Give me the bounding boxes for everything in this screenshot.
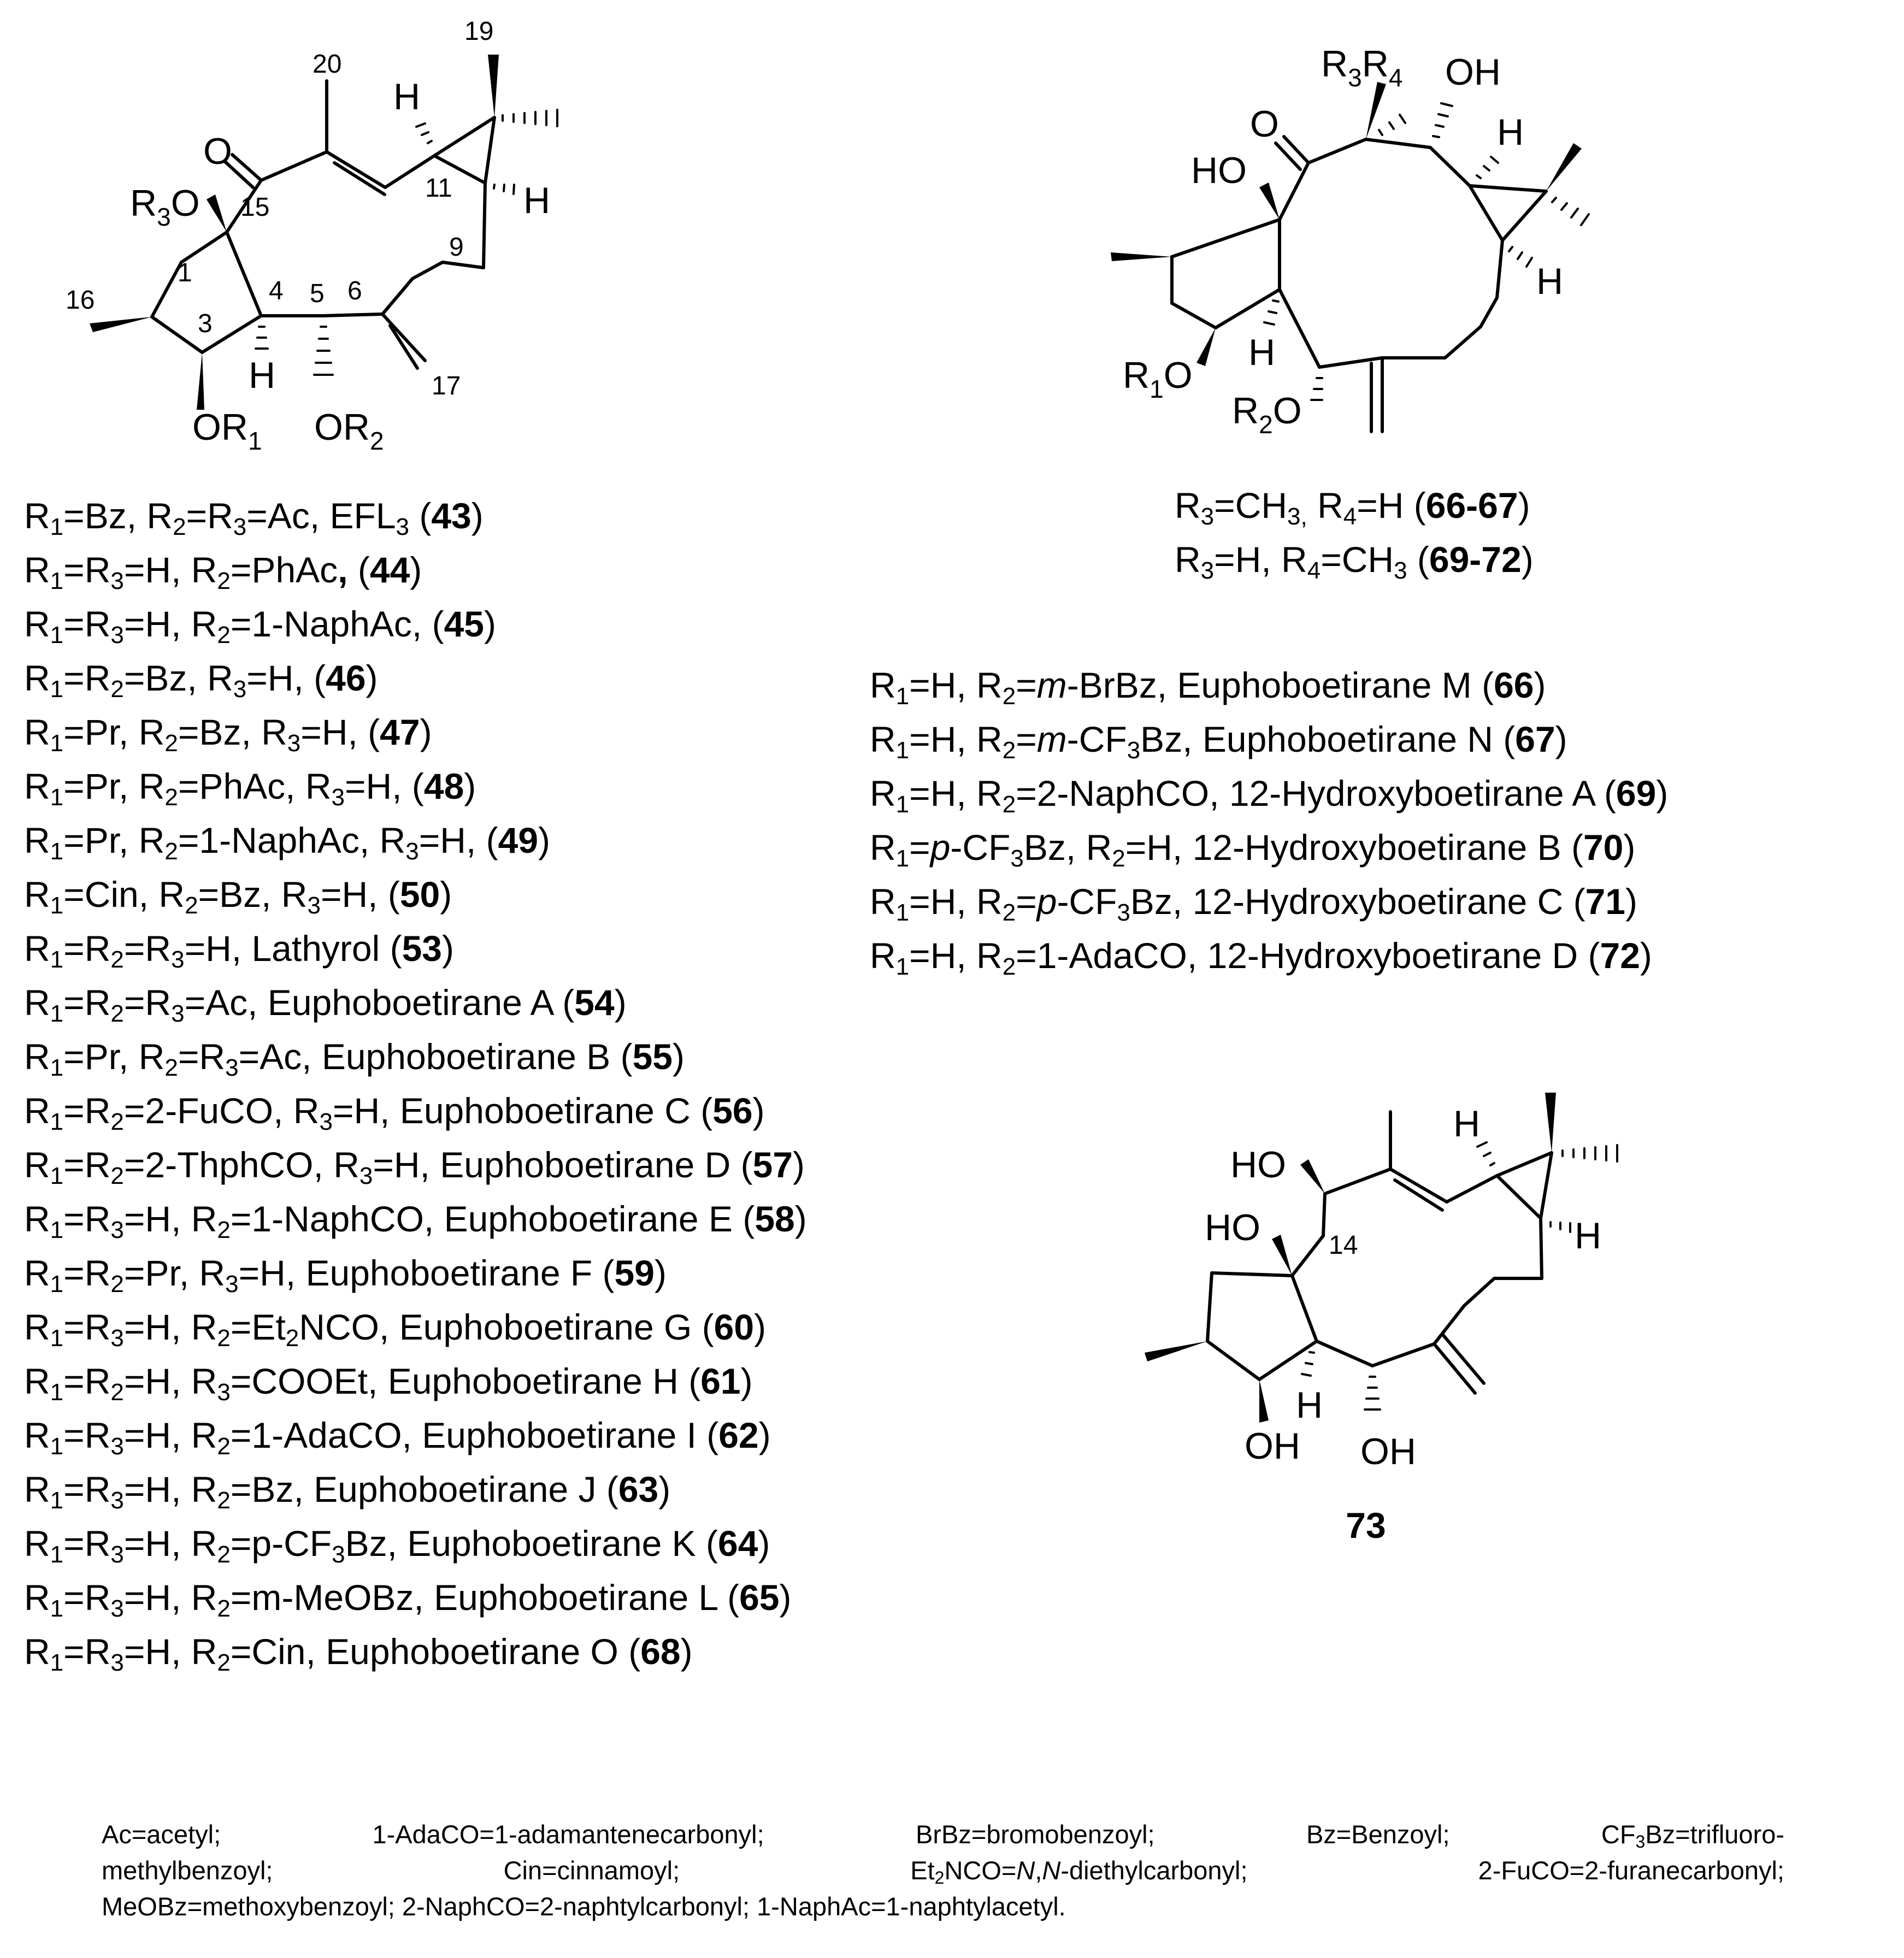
substituent-definition-row: $R_1=R_3=H$, $R_2=1$-NaphCO, Euphoboetirane E (58): [24, 1199, 807, 1243]
substituent-definition-row: $R_1=Bz$, $R_2=R_3=Ac$, $EFL_3$ (43): [24, 496, 484, 540]
substituent-definition-row: $R_1=Pr$, $R_2=Bz$, $R_3=H$, (47): [24, 712, 432, 757]
substituent-definition-row: $R_1=R_2=Pr$, $R_3=H$, Euphoboetirane F (59): [24, 1253, 667, 1298]
h11-label: H: [393, 76, 421, 117]
substituent-definition-row: $R_1=R_2=R_3=Ac$, Euphoboetirane A (54): [24, 982, 627, 1027]
or1-label: $OR_1$: [192, 406, 262, 455]
oh-left-label-73: OH: [1245, 1425, 1300, 1467]
locant-c3: 3: [198, 309, 213, 338]
substituent-definition-row: $R_1=R_3=H$, $R_2=Et_2NCO$, Euphoboetirane G (60): [24, 1307, 767, 1352]
substituent-definition-row: $R_1=R_2=2$-FuCO, $R_3=H$, Euphoboetirane C (56): [24, 1090, 765, 1135]
substituent-definition-row: $R_3=H$, $R_4=CH_3$ (69-72): [1175, 539, 1534, 584]
substituent-definition-row: $R_1=R_2=Bz$, $R_3=H$, (46): [24, 658, 378, 703]
structure-lathyrane-core: [66, 17, 557, 455]
h-right-label-73: H: [1575, 1215, 1602, 1257]
or2-label: $OR_2$: [314, 406, 384, 455]
substituent-definition-row: $R_1=R_2=2$-ThphCO, $R_3=H$, Euphoboetirane D (57): [24, 1145, 805, 1189]
ketone-oxygen-label-right: O: [1250, 103, 1279, 145]
substituent-definition-row: $R_1=R_3=H$, $R_2=p-CF_3Bz$, Euphoboetirane K (64): [24, 1523, 770, 1568]
h9-label: H: [523, 180, 551, 221]
legend-line: Ac=acetyl; 1-AdaCO=1-adamantenecarbonyl; BrBz=bromobenzoyl; Bz=Benzoyl; $CF_3Bz=trifluoro-$: [102, 1820, 1784, 1851]
r3r4-label: $R_3R_4$: [1321, 43, 1403, 92]
right-structure-substituent-header: [1175, 478, 1534, 586]
substituent-definition-row: $R_1=R_3=H$, $R_2=Bz$, Euphoboetirane J (63): [24, 1469, 671, 1514]
oh-top-label: OH: [1445, 51, 1501, 93]
locant-c14-73: 14: [1329, 1231, 1358, 1260]
h-top-label: H: [1497, 111, 1524, 153]
substituent-definition-row: $R_1=R_3=H$, $R_2=PhAc$, (44): [24, 550, 422, 594]
substituent-definition-row: $R_1=R_3=H$, $R_2=1$-AdaCO, Euphoboetirane I (62): [24, 1415, 771, 1460]
substituent-definition-row: $R_1=H$, $R_2=m-CF_3Bz$, Euphoboetirane N (67): [870, 719, 1567, 764]
substituent-definition-row: $R_1=R_3=H$, $R_2=Cin$, Euphoboetirane O (68): [24, 1631, 693, 1676]
substituent-definition-row: $R_1=R_2=R_3=H$, Lathyrol (53): [24, 928, 454, 973]
abbreviation-legend: [102, 1817, 1784, 1925]
substituent-definition-row: $R_1=R_2=H$, $R_3=COOEt$, Euphoboetirane H (61): [24, 1361, 753, 1406]
substituent-definition-row: $R_1=H$, $R_2=p-CF_3Bz$, 12-Hydroxyboetirane C (71): [870, 881, 1637, 926]
h-right-label: H: [1536, 261, 1564, 302]
locant-c19: 19: [464, 17, 494, 46]
compound-number-73: 73: [1346, 1505, 1386, 1546]
locant-c9: 9: [449, 233, 464, 262]
substituent-definition-row: $R_1=R_3=H$, $R_2=1$-NaphAc, (45): [24, 604, 496, 648]
substituent-definition-row: $R_1=H$, $R_2=m$-BrBz, Euphoboetirane M (66): [870, 665, 1546, 710]
substituent-definition-row: $R_1=R_3=H$, $R_2=m$-MeOBz, Euphoboetirane L (65): [24, 1577, 792, 1622]
locant-c20: 20: [313, 50, 342, 79]
locant-c11: 11: [425, 174, 452, 203]
substituent-definition-row: $R_1=Pr$, $R_2=R_3=Ac$, Euphoboetirane B (55): [24, 1036, 685, 1081]
substituent-definition-row: $R_1=H$, $R_2=1$-AdaCO, 12-Hydroxyboetirane D (72): [870, 935, 1652, 980]
substituent-definition-row: $R_1=Cin$, $R_2=Bz$, $R_3=H$, (50): [24, 874, 452, 919]
ho-ring-label-73: HO: [1205, 1207, 1260, 1248]
h-top-label-73: H: [1453, 1103, 1481, 1145]
r1o-label: $R_1O$: [1123, 355, 1193, 403]
r3o-label: $R_3O$: [130, 182, 200, 231]
legend-line: methylbenzoyl; Cin=cinnamoyl; $Et_2NCO=N,N$-diethylcarbonyl; 2-FuCO=2-furanecarbonyl;: [102, 1856, 1784, 1888]
substituent-definition-row: $R_1=p-CF_3Bz$, $R_2=H$, 12-Hydroxyboetirane B (70): [870, 827, 1636, 872]
substituent-definition-row: $R_3=CH_{3,}$ $R_4=H$ (66-67): [1175, 485, 1530, 530]
r2o-label: $R_2O$: [1232, 390, 1302, 439]
right-structure-substituent-list: [870, 658, 1668, 983]
locant-c6: 6: [347, 276, 362, 305]
locant-c5: 5: [310, 279, 325, 308]
substituent-definition-row: $R_1=Pr$, $R_2=PhAc$, $R_3=H$, (48): [24, 766, 476, 811]
ho-top-label-73: HO: [1230, 1144, 1286, 1186]
h-bottom-label: H: [1248, 332, 1276, 373]
ho-ring-label: HO: [1191, 150, 1247, 191]
locant-c1: 1: [178, 258, 192, 287]
left-structure-substituent-list: [24, 489, 807, 1679]
locant-c4: 4: [269, 276, 284, 305]
substituent-definition-row: $R_1=H$, $R_2=2$-NaphCO, 12-Hydroxyboetirane A (69): [870, 773, 1669, 818]
substituent-definition-row: $R_1=Pr$, $R_2=1$-NaphAc, $R_3=H$, (49): [24, 820, 551, 865]
locant-c17: 17: [432, 371, 461, 400]
h4-label: H: [249, 355, 276, 396]
locant-c16: 16: [66, 286, 95, 315]
ketone-oxygen-label: O: [203, 131, 232, 172]
oh-right-label-73: OH: [1360, 1431, 1416, 1472]
legend-line: MeOBz=methoxybenzoyl; 2-NaphCO=2-naphtylcarbonyl; 1-NaphAc=1-naphtylacetyl.: [102, 1892, 1066, 1921]
locant-c15: 15: [240, 193, 270, 222]
structure-73: [1145, 1093, 1617, 1546]
h-bottom-label-73: H: [1296, 1384, 1323, 1426]
structure-hydroxyboetirane-core: [1111, 43, 1589, 439]
